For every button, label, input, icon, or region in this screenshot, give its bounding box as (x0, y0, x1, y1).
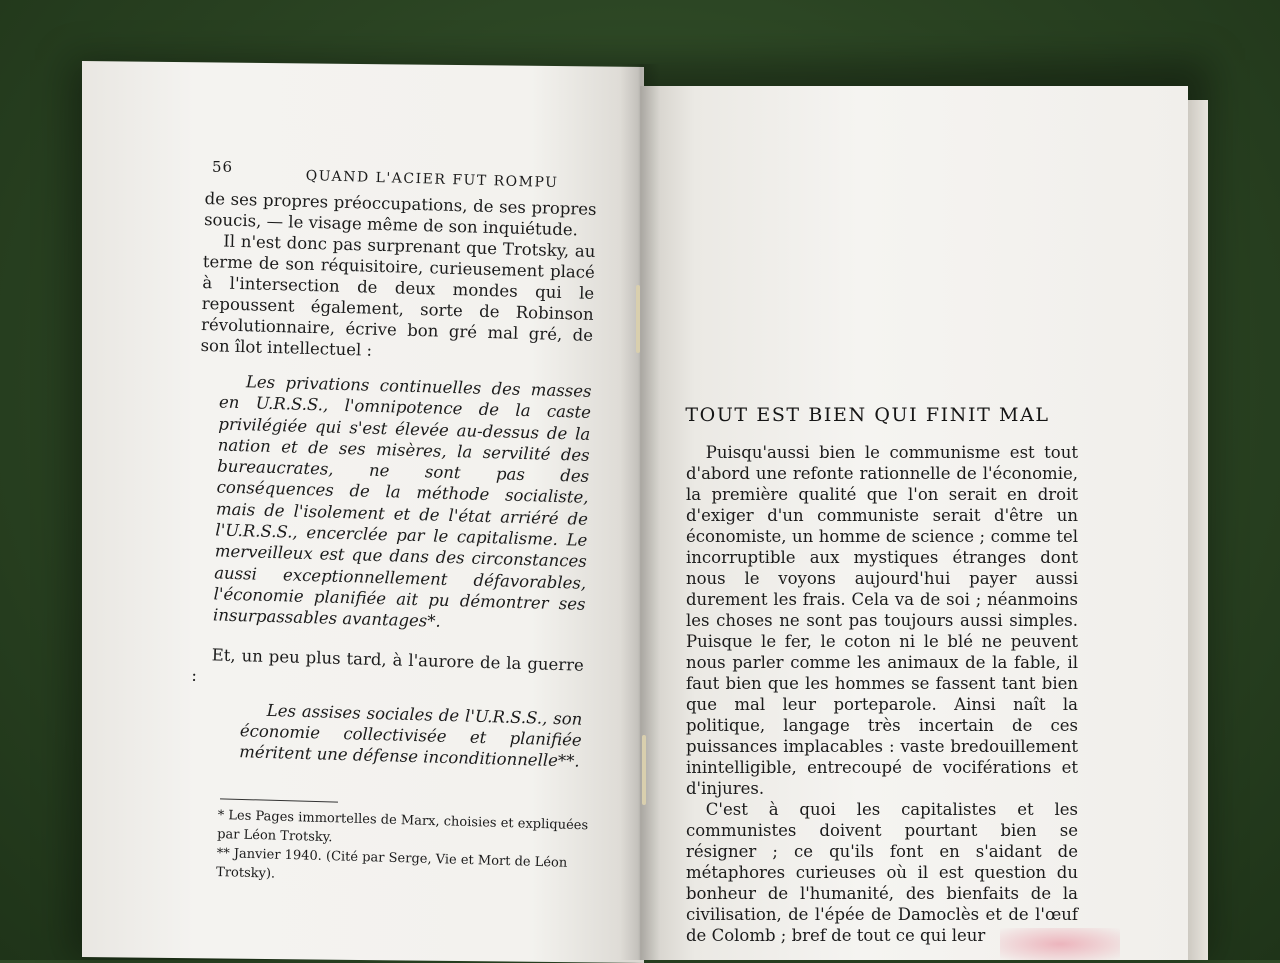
page-number: 56 (212, 158, 234, 176)
right-page-body (686, 442, 1078, 946)
footnote-1: * Les Pages immortelles de Marx, choisies et expliquées par Léon Trotsky. (216, 807, 589, 846)
footnotes (216, 806, 598, 893)
trotsky-quote-1: Les privations continuelles des masses en U.R.S.S., l'omnipotence de la caste privilégiée qui s'est élevée au-dessus de la nation et de ses misères, la servilité des bureaucrates, ne sont pas des conséquences de la méthode socialiste, mais de l'isolement et de l'état arriéré de l'U.R.S.S., encerclée par le capitalisme. Le merveilleux est que dans des circonstances aussi exceptionnellement défavorables, l'économie planifiée ait pu démontrer ses insurpassables avantages*. (212, 372, 592, 632)
left-paragraph-2: Il n'est donc pas surprenant que Trotsky, au terme de son réquisitoire, curieusement placé à l'intersection de deux mondes qui le repoussent également, sorte de Robinson révolutionnaire, écrive bon gré mal gré, de son îlot intellectuel : (200, 231, 596, 360)
right-paragraph-2: C'est à quoi les capitalistes et les communistes doivent pourtant bien se résigner ; ce qu'ils font en s'aidant de métaphores curieuses où il est question du bonheur de l'humanité, des bienfaits de la civilisation, de l'épée de Damoclès et de l'œuf de Colomb ; bref de tout ce qui leur (686, 800, 1078, 945)
running-head: QUAND L'ACIER FUT ROMPU (305, 168, 559, 192)
left-page-body (189, 188, 597, 772)
book-gutter (620, 64, 660, 960)
right-paragraph-1: Puisqu'aussi bien le communisme est tout d'abord une refonte rationnelle de l'économie, la première qualité que l'on serait en droit d'exiger d'un communiste serait d'être un économiste, un homme de science ; comme tel incorruptible aux mystiques étranges dont nous le voyons aujourd'hui payer aussi durement les frais. Cela va de soi ; néanmoins les choses ne sont pas toujours aussi simples. Puisque le fer, le coton ni le blé ne peuvent nous parler comme les animaux de la fable, il faut bien que les hommes se fassent tant bien que mal leur porteparole. Ainsi naît la politique, langage très incertain de ces puissances implacables : vaste bredouillement inintelligible, entrecoupé de vociférations et d'injures. (686, 443, 1078, 798)
chapter-title: TOUT EST BIEN QUI FINIT MAL (685, 404, 1050, 426)
left-paragraph-1: de ses propres préoccupations, de ses propres soucis, — le visage même de son inquiétude. (203, 188, 597, 240)
binding-thread (636, 285, 640, 353)
left-paragraph-3: Et, un peu plus tard, à l'aurore de la guerre : (191, 644, 585, 685)
footnote-2: ** Janvier 1940. (Cité par Serge, Vie et Mort de Léon Trotsky). (215, 845, 568, 882)
binding-thread (642, 735, 646, 805)
trotsky-quote-2: Les assises sociales de l'U.R.S.S., son économie collectivisée et planifiée méritent une défense inconditionnelle**. (239, 700, 583, 771)
